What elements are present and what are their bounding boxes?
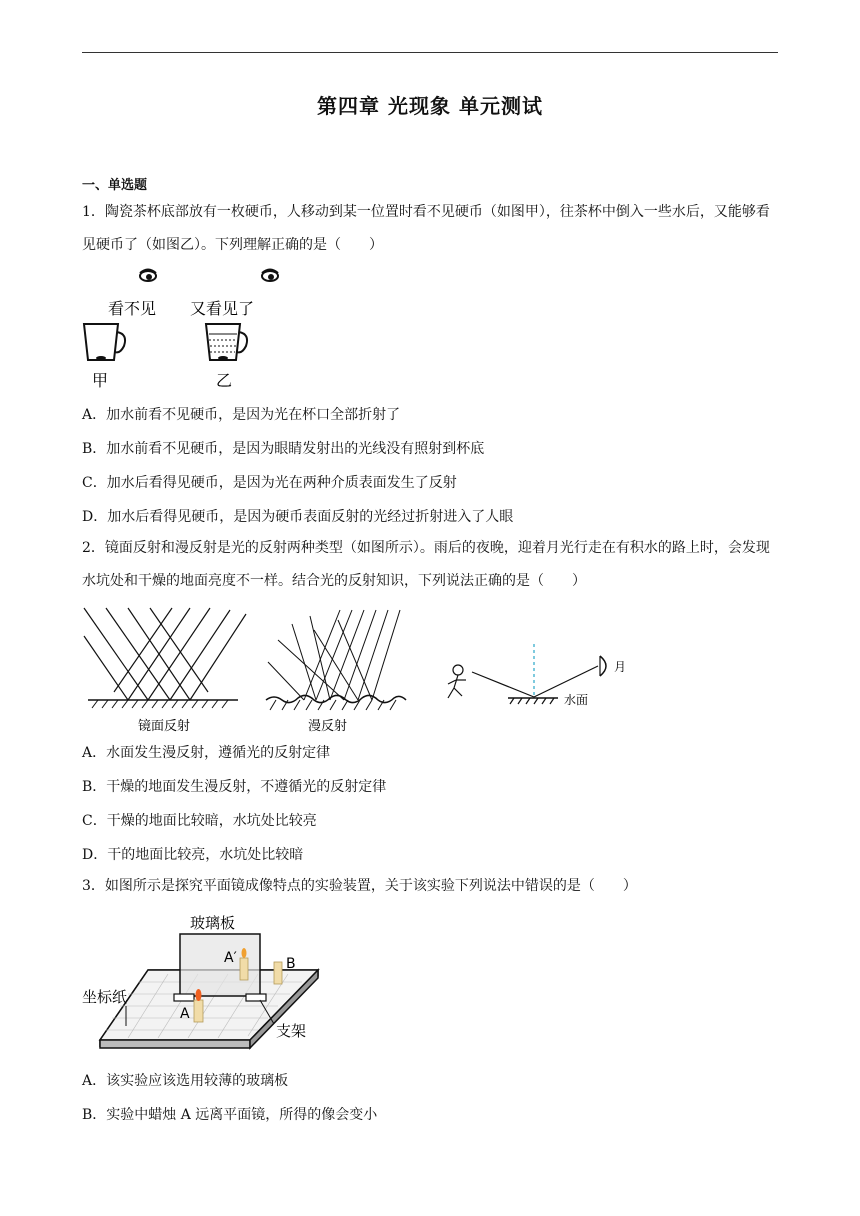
q2-option-d: D．干的地面比较亮，水坑处比较暗 [82, 847, 304, 863]
q1-option-d: D．加水后看得见硬币，是因为硬币表面反射的光经过折射进入了人眼 [82, 509, 514, 525]
stand [174, 994, 194, 1001]
q3-option-b: B．实验中蜡烛 A 远离平面镜，所得的像会变小 [82, 1107, 378, 1123]
eye-icon [140, 270, 156, 282]
candle-image [240, 958, 248, 980]
candle-a [194, 1000, 203, 1022]
coin-icon [96, 356, 106, 360]
question-2-figure [78, 600, 638, 740]
label-glass: 玻璃板 [190, 914, 236, 932]
question-2-stem: 2．镜面反射和漫反射是光的反射两种类型（如图所示）。雨后的夜晚，迎着月光行走在有积水的路上时，会发现水坑处和干燥的地面亮度不一样。结合光的反射知识，下列说法正确的是（ ） [82, 540, 770, 589]
label-a: A [180, 1006, 190, 1022]
cup-empty [84, 324, 125, 360]
coin-icon [218, 356, 228, 360]
cup-with-water [206, 324, 247, 360]
label-water-surface: 水面 [564, 693, 589, 707]
q3-option-a: A．该实验应该选用较薄的玻璃板 [82, 1073, 289, 1089]
q2-option-c: C．干燥的地面比较暗，水坑处比较亮 [82, 813, 317, 829]
candle-b [274, 962, 282, 984]
label-paper: 坐标纸 [82, 988, 128, 1006]
q2-option-a: A．水面发生漫反射，遵循光的反射定律 [82, 745, 331, 761]
label-diffuse: 漫反射 [308, 719, 348, 734]
section-heading: 一、单选题 [82, 178, 148, 193]
question-3-figure [78, 906, 348, 1056]
question-1-stem: 1．陶瓷茶杯底部放有一枚硬币，人移动到某一位置时看不见硬币（如图甲），往茶杯中倒入一些水后，又能够看见硬币了（如图乙）。下列理解正确的是（ ） [82, 204, 770, 253]
q1-option-b: B．加水前看不见硬币，是因为眼睛发射出的光线没有照射到杯底 [82, 441, 485, 457]
q2-option-b: B．干燥的地面发生漫反射，不遵循光的反射定律 [82, 779, 387, 795]
question-3-stem: 3．如图所示是探究平面镜成像特点的实验装置，关于该实验下列说法中错误的是（ ） [82, 878, 637, 894]
specular-reflection-diagram [84, 608, 246, 708]
label-moon: 月 [614, 660, 627, 674]
label-specular: 镜面反射 [138, 719, 191, 734]
label-stand: 支架 [276, 1022, 307, 1040]
question-1-figure [78, 262, 288, 392]
header-rule [82, 52, 778, 53]
diffuse-reflection-diagram [266, 610, 406, 710]
label-a-prime: A′ [224, 950, 237, 966]
label-jia: 甲 [92, 371, 109, 390]
label-b: B [286, 956, 296, 972]
eye-icon [262, 270, 278, 282]
q1-option-a: A．加水前看不见硬币，是因为光在杯口全部折射了 [82, 407, 401, 423]
label-yi: 乙 [216, 371, 233, 390]
q1-option-c: C．加水后看得见硬币，是因为光在两种介质表面发生了反射 [82, 475, 457, 491]
page-title: 第四章 光现象 单元测试 [317, 94, 543, 118]
stand [246, 994, 266, 1001]
water-pattern [209, 334, 237, 352]
label-cannot-see: 看不见 [108, 299, 157, 318]
label-can-see-again: 又看见了 [190, 299, 255, 318]
